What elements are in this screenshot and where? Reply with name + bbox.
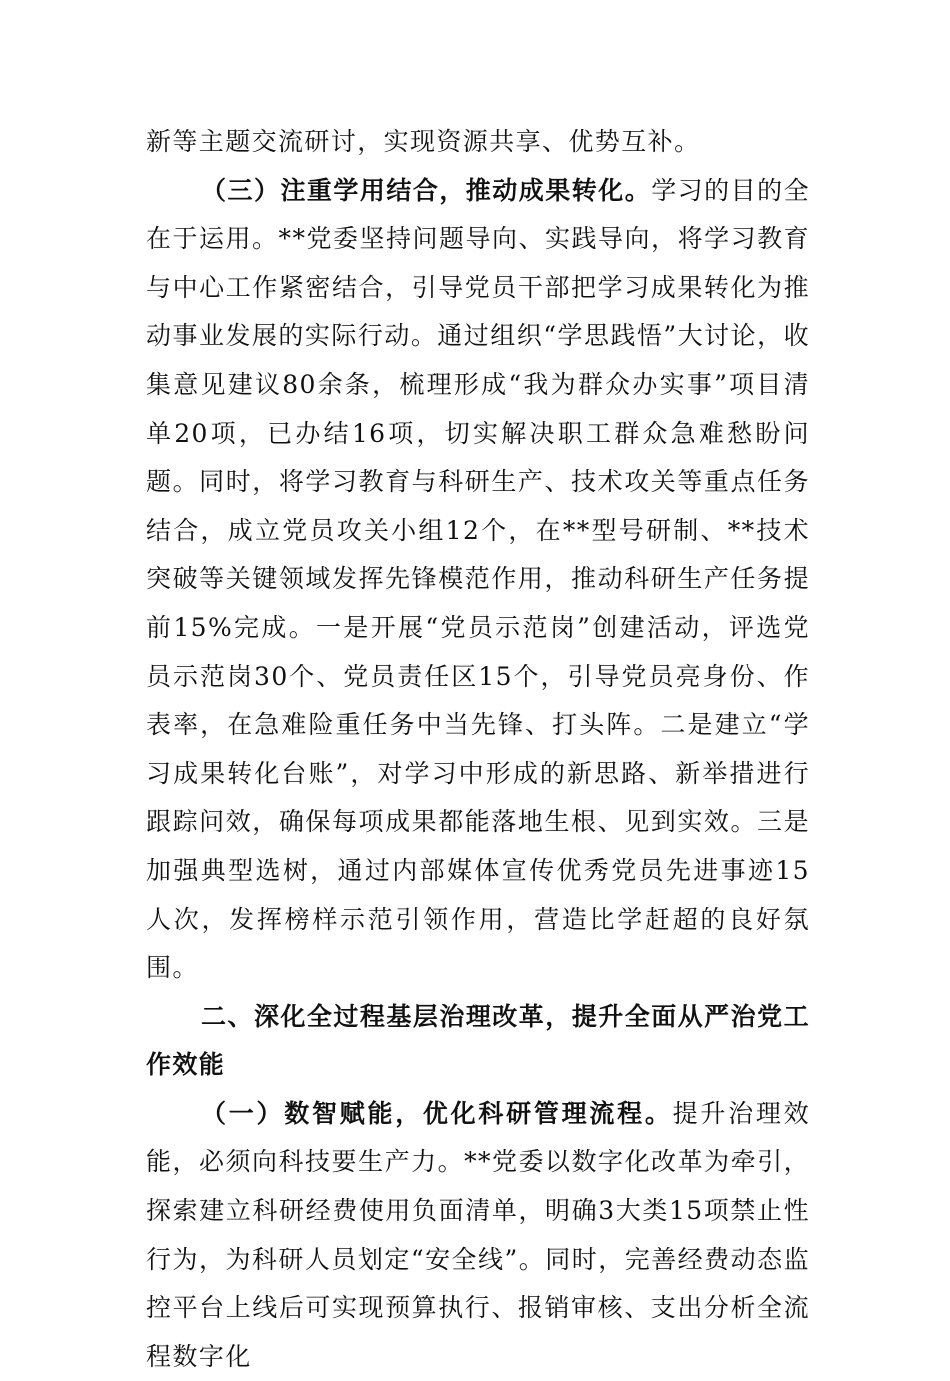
subsection-1-body: 提升治理效能，必须向科技要生产力。**党委以数字化改革为牵引，探索建立科研经费使用负面清单，明确3大类15项禁止性行为，为科研人员划定“安全线”。同时，完善经费动态监控平台上线后可实现预算执行、报销审核、支出分析全流程数字化 xyxy=(146,1098,810,1371)
section-3-lead: （三）注重学用结合，推动成果转化。 xyxy=(201,175,652,205)
paragraph-continuation: 新等主题交流研讨，实现资源共享、优势互补。 xyxy=(146,127,701,156)
chapter-heading-2: 二、深化全过程基层治理改革，提升全面从严治党工作效能 xyxy=(146,1001,810,1080)
section-3-body: 学习的目的全在于运用。**党委坚持问题导向、实践导向，将学习教育与中心工作紧密结合，引导党员干部把学习成果转化为推动事业发展的实际行动。通过组织“学思践悟”大讨论，收集意见建议80余条，梳理形成“我为群众办实事”项目清单20项，已办结16项，切实解决职工群众急难愁盼问题。同时，将学习教育与科研生产、技术攻关等重点任务结合，成立党员攻关小组12个，在**型号研制、**技术突破等关键领域发挥先锋模范作用，推动科研生产任务提前15%完成。一是开展“党员示范岗”创建活动，评选党员示范岗30个、党员责任区15个，引导党员亮身份、作表率，在急难险重任务中当先锋、打头阵。二是建立“学习成果转化台账”，对学习中形成的新思路、新举措进行跟踪问效，确保每项成果都能落地生根、见到实效。三是加强典型选树，通过内部媒体宣传优秀党员先进事迹15人次，发挥榜样示范引领作用，营造比学赶超的良好氛围。 xyxy=(146,175,810,983)
paragraph-section-3 xyxy=(146,167,810,993)
paragraph-subsection-1 xyxy=(146,1090,810,1381)
subsection-1-lead: （一）数智赋能，优化科研管理流程。 xyxy=(201,1098,673,1128)
